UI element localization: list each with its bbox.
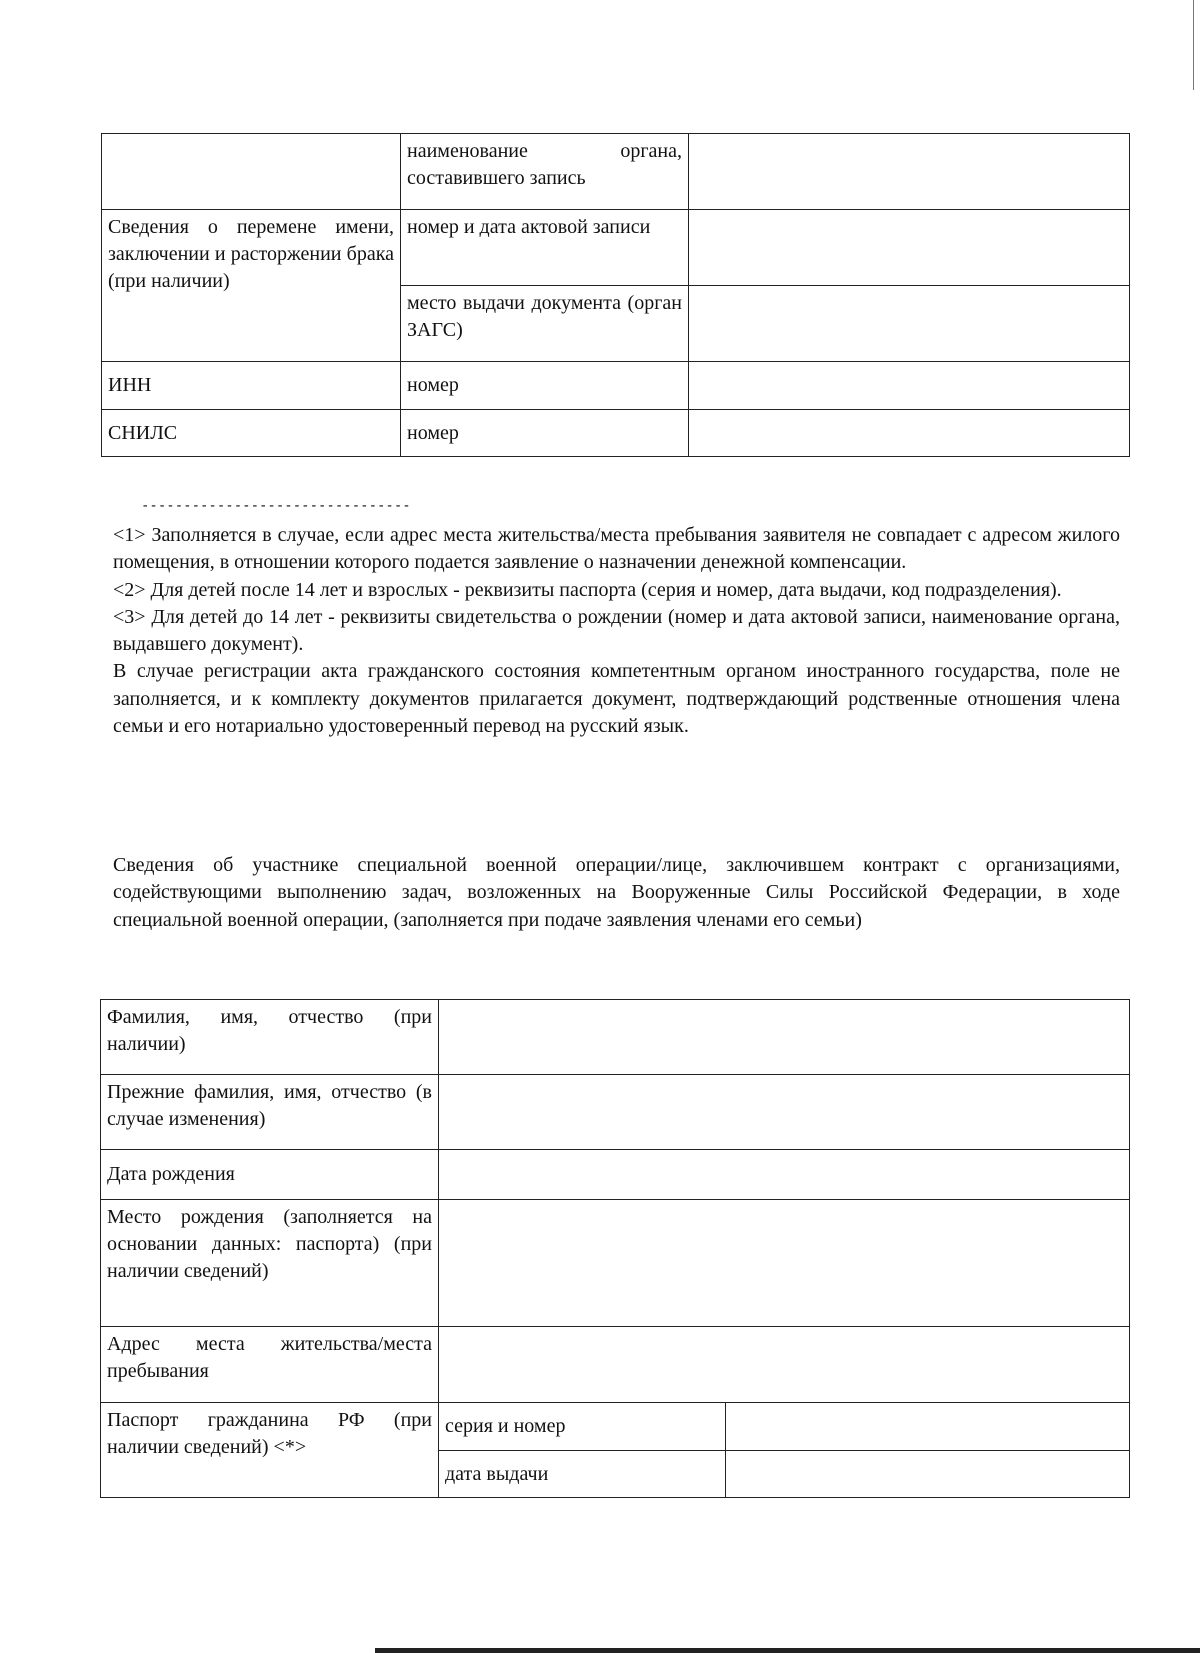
full-name-field[interactable] (439, 1000, 1130, 1075)
record-number-date-field[interactable] (689, 210, 1130, 286)
birth-place-label: Место рождения (заполняется на основании данных: паспорта) (при наличии сведений) (101, 1200, 439, 1327)
page-bottom-edge (375, 1648, 1200, 1653)
registry-organ-label: наименование органа, составившего запись (401, 134, 689, 210)
passport-series-label: серия и номер (439, 1403, 726, 1451)
address-label: Адрес места жительства/места пребывания (101, 1327, 439, 1403)
birth-place-field[interactable] (439, 1200, 1130, 1327)
registry-organ-field[interactable] (689, 134, 1130, 210)
passport-series-field[interactable] (726, 1403, 1130, 1451)
inn-field[interactable] (689, 362, 1130, 410)
full-name-label: Фамилия, имя, отчество (при наличии) (101, 1000, 439, 1075)
page-edge (1193, 0, 1200, 90)
snils-field[interactable] (689, 410, 1130, 457)
svo-participant-table (100, 999, 1130, 1498)
issue-place-field[interactable] (689, 286, 1130, 362)
footnote-3: <3> Для детей до 14 лет - реквизиты свидетельства о рождении (номер и дата актовой записи, наименование органа, выдавшего документ). (113, 605, 1120, 656)
former-name-field[interactable] (439, 1075, 1130, 1150)
svo-participant-heading: Сведения об участнике специальной военной операции/лице, заключившем контракт с организациями, содействующими выполнению задач, возложенных на Вооруженные Силы Российской Федерации, в ходе специальной военной операции, (заполняется при подаче заявления членами его семьи) (113, 854, 1120, 931)
snils-number-label: номер (401, 410, 689, 457)
passport-label: Паспорт гражданина РФ (при наличии сведений) <*> (101, 1403, 439, 1498)
footnote-foreign-registration: В случае регистрации акта гражданского состояния компетентным органом иностранного государства, поле не заполняется, и к комплекту документов прилагается документ, подтверждающий родственные отношения члена семьи и его нотариально удостоверенный перевод на русский язык. (113, 660, 1120, 738)
footnote-2: <2> Для детей после 14 лет и взрослых - реквизиты паспорта (серия и номер, дата выдачи, код подразделения). (113, 578, 1062, 601)
inn-label: ИНН (102, 362, 401, 410)
footnotes (113, 522, 1120, 740)
empty-label-cell (102, 134, 401, 210)
issue-place-label: место выдачи документа (орган ЗАГС) (401, 286, 689, 362)
snils-label: СНИЛС (102, 410, 401, 457)
record-number-date-label: номер и дата актовой записи (401, 210, 689, 286)
birth-date-label: Дата рождения (101, 1150, 439, 1200)
passport-issue-date-label: дата выдачи (439, 1451, 726, 1498)
birth-date-field[interactable] (439, 1150, 1130, 1200)
name-change-label: Сведения о перемене имени, заключении и расторжении брака (при наличии) (102, 210, 401, 362)
inn-number-label: номер (401, 362, 689, 410)
footnote-separator: -------------------------------- (141, 498, 411, 514)
passport-issue-date-field[interactable] (726, 1451, 1130, 1498)
former-name-label: Прежние фамилия, имя, отчество (в случае изменения) (101, 1075, 439, 1150)
footnote-1: <1> Заполняется в случае, если адрес места жительства/места пребывания заявителя не совпадает с адресом жилого помещения, в отношении которого подается заявление о назначении денежной компенсации. (113, 524, 1120, 574)
address-field[interactable] (439, 1327, 1130, 1403)
marital-info-table (101, 133, 1130, 457)
